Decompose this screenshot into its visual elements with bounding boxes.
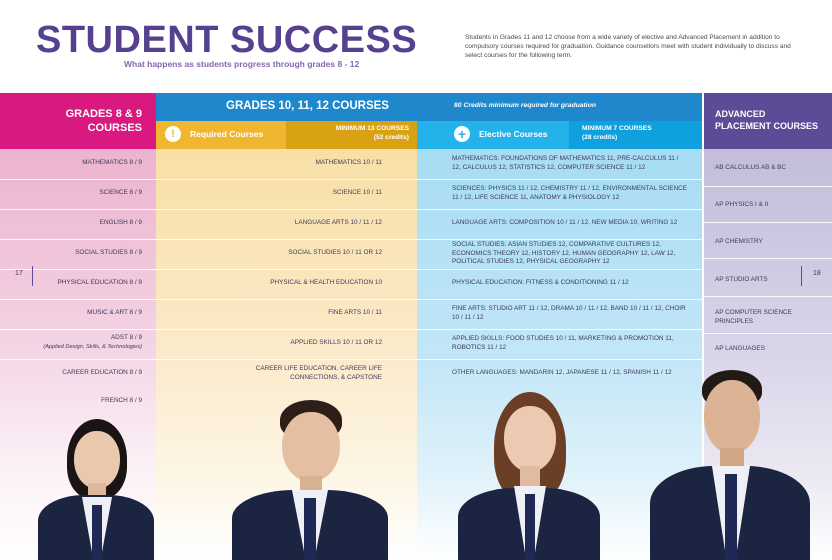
required-course: FINE ARTS 10 / 11 <box>328 309 382 316</box>
plus-icon: + <box>454 126 470 142</box>
grade-8-9-course <box>0 334 142 351</box>
required-course: LANGUAGE ARTS 10 / 11 / 12 <box>294 219 382 226</box>
ap-course: AP LANGUAGES <box>715 345 765 352</box>
grade-8-9-course: MUSIC & ART 8 / 9 <box>87 309 142 316</box>
required-courses-heading <box>156 121 417 149</box>
ap-course: AP COMPUTER SCIENCE PRINCIPLES <box>715 309 792 325</box>
row-divider <box>704 333 832 334</box>
row-divider <box>0 179 702 180</box>
required-minimum <box>286 121 417 149</box>
row-divider <box>704 258 832 259</box>
ap-courses-heading <box>704 93 832 149</box>
row-divider <box>0 209 702 210</box>
required-courses-label: Required Courses <box>190 129 264 139</box>
elective-courses-heading <box>417 121 702 149</box>
page-subtitle: What happens as students progress through grades 8 - 12 <box>124 59 360 69</box>
grades-10-12-heading <box>156 93 702 121</box>
intro-text: Students in Grades 11 and 12 choose from a wide variety of elective and Advanced Placement in addition to compulsory courses required for graduation. Guidance counsellors meet with student individually to discuss and select courses for the following term. <box>465 34 791 59</box>
row-divider <box>0 299 702 300</box>
elective-course: OTHER LANGUAGES: MANDARIN 12, JAPANESE 11 / 12, SPANISH 11 / 12 <box>452 369 672 376</box>
elective-course: APPLIED SKILLS: FOOD STUDIES 10 / 11, MARKETING & PROMOTION 11, ROBOTICS 11 / 12 <box>452 335 674 351</box>
grade-8-9-course-name: ADST 8 / 9 <box>110 334 142 341</box>
page-marker-left <box>32 266 33 286</box>
page-number-right: 18 <box>813 270 821 277</box>
grade-8-9-course: SCIENCE 8 / 9 <box>99 189 142 196</box>
grade-8-9-course: SOCIAL STUDIES 8 / 9 <box>75 249 142 256</box>
page-marker-right <box>801 266 802 286</box>
row-divider <box>0 329 702 330</box>
row-divider <box>704 186 832 187</box>
ap-course: AP STUDIO ARTS <box>715 276 768 283</box>
elective-course: FINE ARTS: STUDIO ART 11 / 12, DRAMA 10 / 11 / 12, BAND 10 / 11 / 12, CHOIR 10 / 11 / 12 <box>452 305 686 321</box>
elective-course: SCIENCES: PHYSICS 11 / 12, CHEMISTRY 11 / 12, ENVIRONMENTAL SCIENCE 11 / 12, LIFE SCIENCE 11, ANATOMY & PHYSIOLOGY 12 <box>452 185 687 201</box>
elective-course: PHYSICAL EDUCATION: FITNESS & CONDITIONING 11 / 12 <box>452 279 629 286</box>
grade-8-9-course: PHYSICAL EDUCATION 8 / 9 <box>57 279 142 286</box>
student-photo-4 <box>650 370 810 560</box>
grades-10-12-title: GRADES 10, 11, 12 COURSES <box>226 100 389 112</box>
grades-8-9-heading <box>0 93 156 149</box>
ap-course: AP CHEMISTRY <box>715 238 763 245</box>
ap-heading-line1: ADVANCED <box>715 109 766 119</box>
page-number-left: 17 <box>15 270 23 277</box>
row-divider <box>0 239 702 240</box>
grade-8-9-course: MATHEMATICS 8 / 9 <box>82 159 142 166</box>
required-minimum-courses: MINIMUM 13 COURSES <box>335 125 409 132</box>
grade-8-9-course: CAREER EDUCATION 8 / 9 <box>62 369 142 376</box>
page-title: STUDENT SUCCESS <box>36 19 418 61</box>
elective-course: SOCIAL STUDIES: ASIAN STUDIES 12, COMPARATIVE CULTURES 12, ECONOMICS THEORY 12, HISTORY 12, HUMAN GEOGRAPHY 12, LAW 12, POLITICAL STUDIES 12, PHYSICAL GEOGRAPHY 12 <box>452 241 676 265</box>
row-divider <box>704 296 832 297</box>
required-course: MATHEMATICS 10 / 11 <box>315 159 382 166</box>
elective-courses-label: Elective Courses <box>479 129 548 139</box>
elective-minimum <box>569 121 702 149</box>
ap-course: AB CALCULUS AB & BC <box>715 164 787 171</box>
required-minimum-credits: (52 credits) <box>373 133 409 141</box>
grade-8-9-course-subtitle: (Applied Design, Skills, & Technologies) <box>43 343 142 350</box>
elective-course: MATHEMATICS: FOUNDATIONS OF MATHEMATICS 11, PRE-CALCULUS 11 / 12, CALCULUS 12, STATISTICS 12, COMPUTER SCIENCE 11 / 12 <box>452 155 679 171</box>
required-course: CAREER LIFE EDUCATION, CAREER LIFE CONNECTIONS, & CAPSTONE <box>255 365 382 381</box>
student-photo-2 <box>232 400 388 560</box>
required-course: PHYSICAL & HEALTH EDUCATION 10 <box>270 279 382 286</box>
row-divider <box>0 269 702 270</box>
row-divider <box>704 222 832 223</box>
required-course: SCIENCE 10 / 11 <box>332 189 382 196</box>
ap-heading-line2: PLACEMENT COURSES <box>715 121 819 131</box>
elective-course: LANGUAGE ARTS: COMPOSITION 10 / 11 / 12, NEW MEDIA 10, WRITING 12 <box>452 219 678 226</box>
grade-8-9-course: FRENCH 8 / 9 <box>101 397 142 404</box>
grade-8-9-course: ENGLISH 8 / 9 <box>99 219 142 226</box>
grades-8-9-heading-line1: GRADES 8 & 9 <box>65 108 142 120</box>
student-photo-1 <box>38 415 154 560</box>
ap-course: AP PHYSICS I & II <box>715 201 769 208</box>
required-course: SOCIAL STUDIES 10 / 11 OR 12 <box>288 249 382 256</box>
row-divider <box>0 359 702 360</box>
elective-minimum-credits: (28 credits) <box>582 133 618 141</box>
required-course: APPLIED SKILLS 10 / 11 OR 12 <box>290 339 382 346</box>
elective-minimum-courses: MINIMUM 7 COURSES <box>582 125 652 132</box>
grades-8-9-heading-line2: COURSES <box>87 122 142 134</box>
exclamation-icon: ! <box>165 126 181 142</box>
student-photo-3 <box>458 392 600 560</box>
credits-note: 80 Credits minimum required for graduation <box>454 102 597 109</box>
